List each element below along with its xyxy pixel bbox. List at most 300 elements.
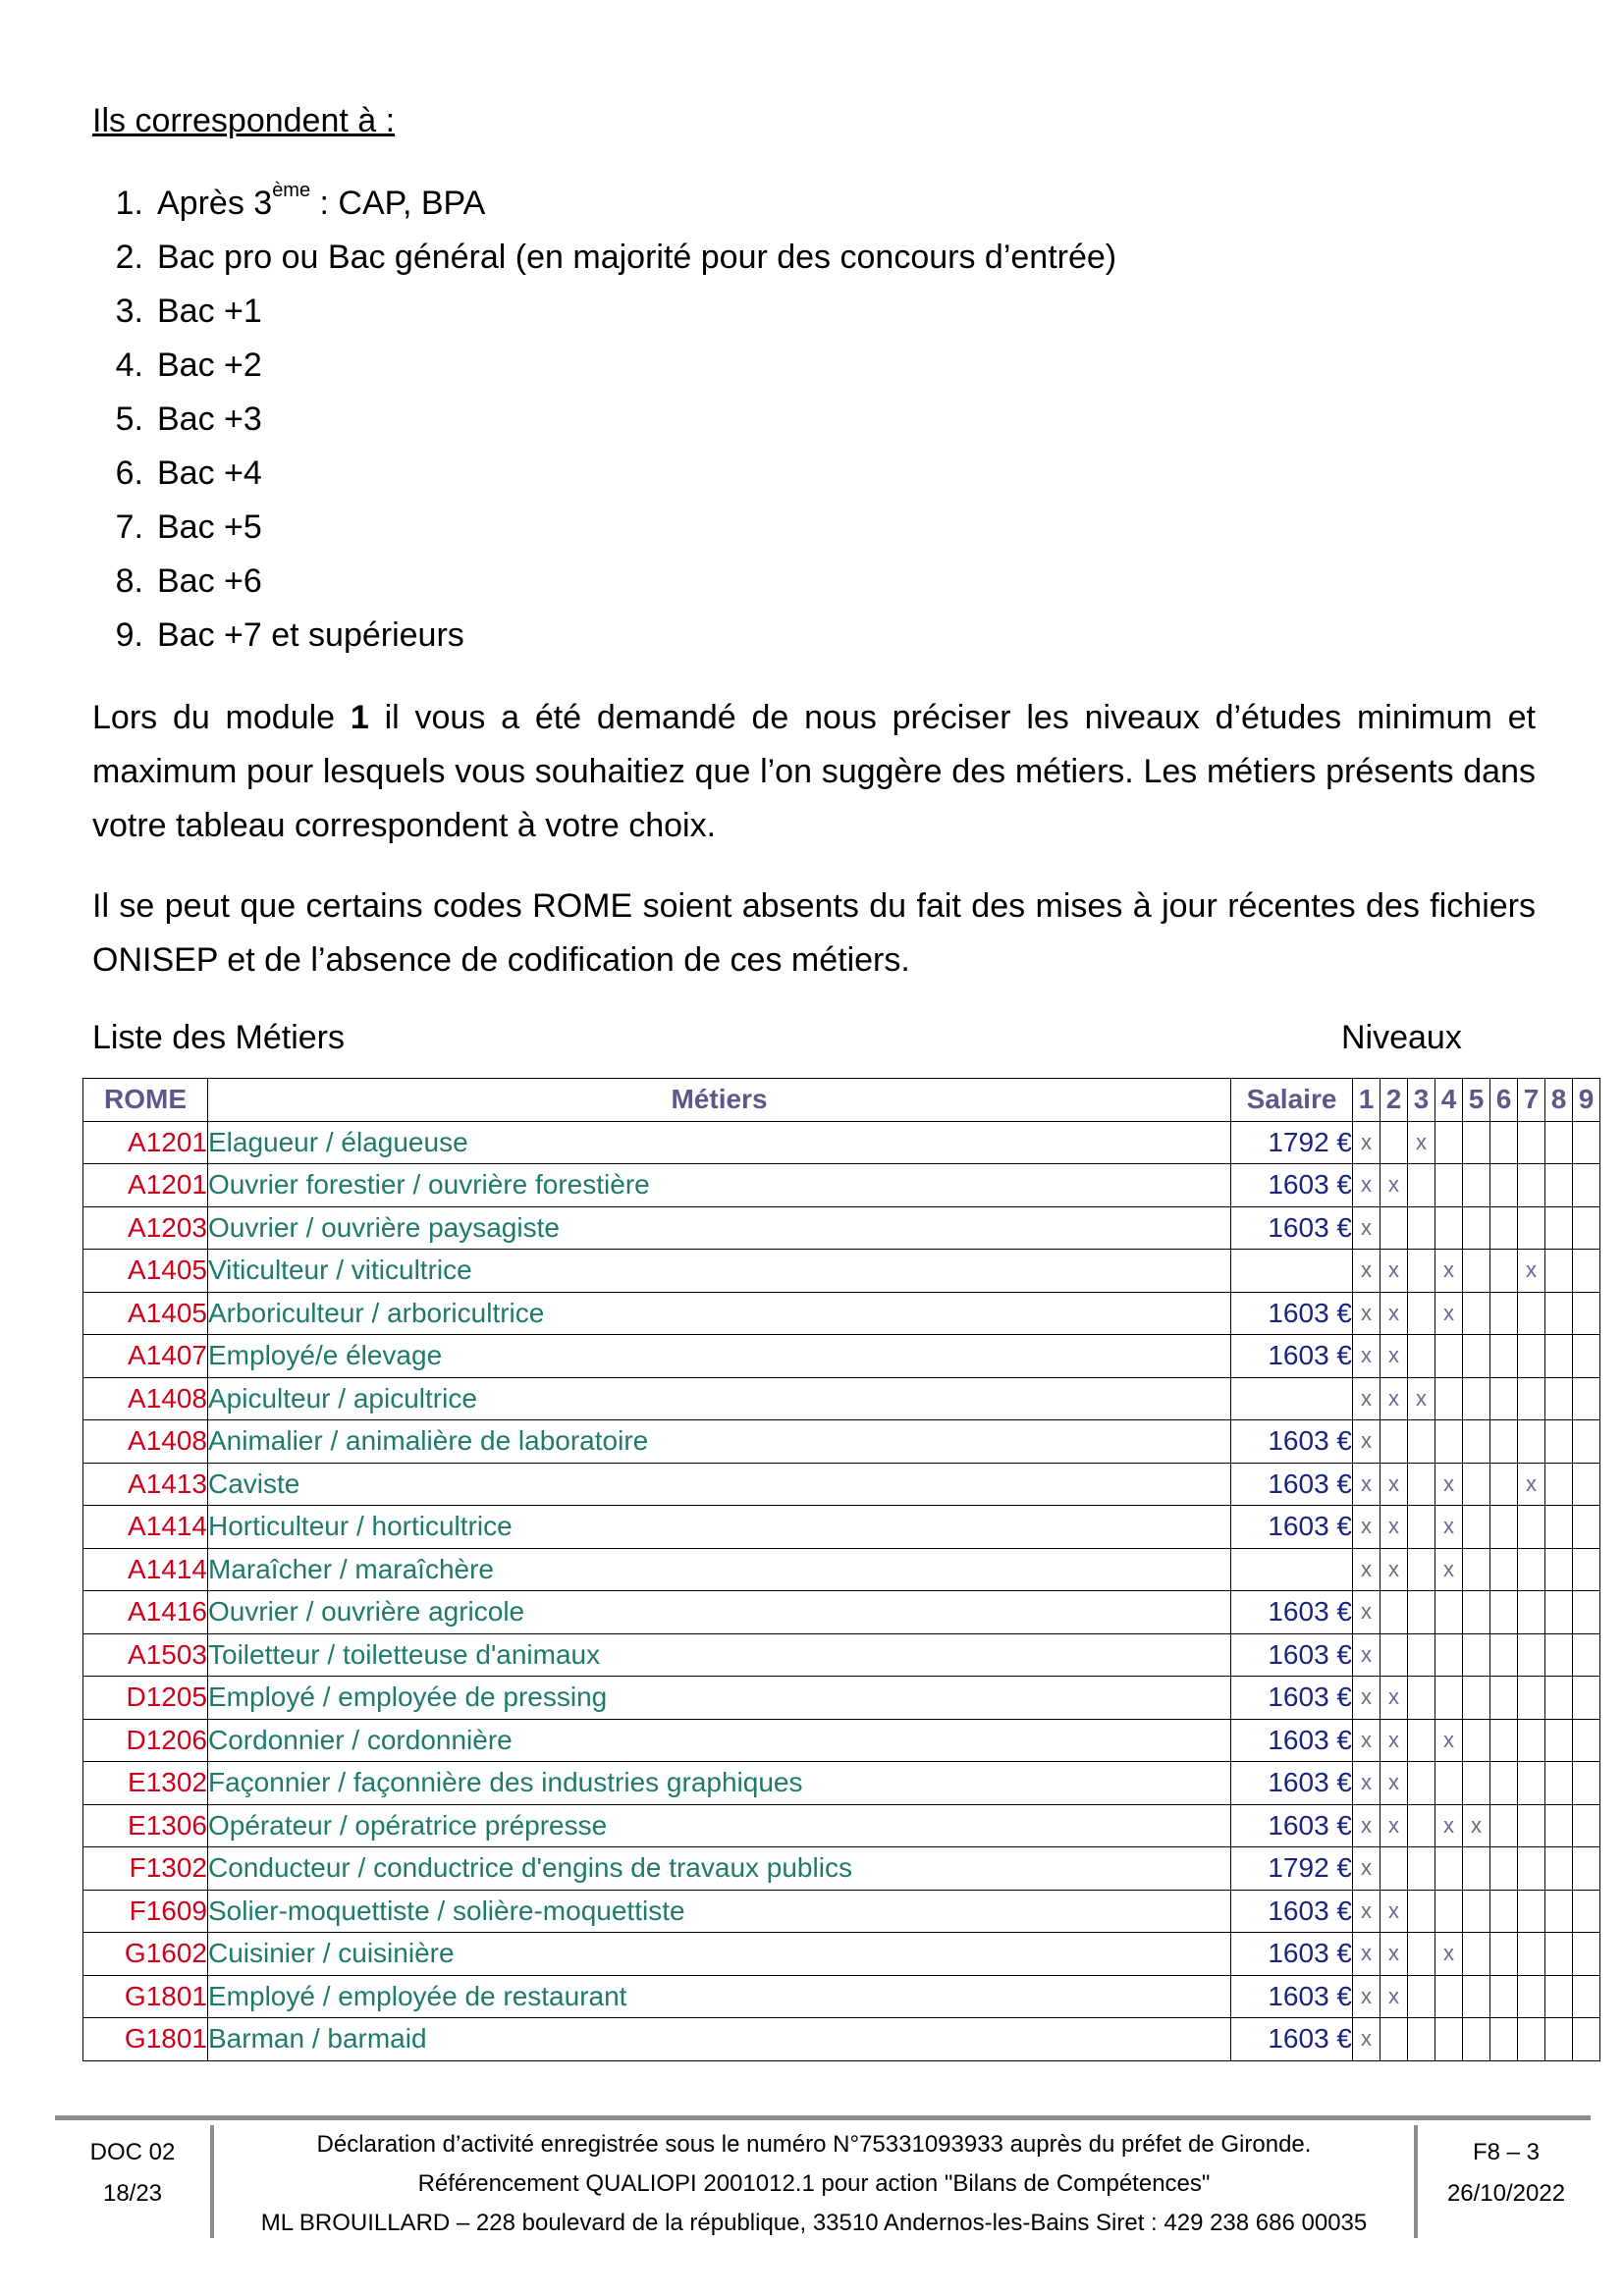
level-mark: x	[1353, 1591, 1380, 1634]
level-mark: x	[1353, 1890, 1380, 1933]
level-mark	[1573, 1463, 1600, 1506]
level-mark	[1408, 1164, 1435, 1207]
level-mark: x	[1463, 1804, 1490, 1847]
level-mark	[1573, 1591, 1600, 1634]
level-mark	[1408, 1420, 1435, 1464]
level-mark	[1463, 1677, 1490, 1720]
metier-name: Ouvrier / ouvrière paysagiste	[208, 1206, 1231, 1250]
level-mark	[1463, 1292, 1490, 1335]
level-mark	[1545, 1250, 1573, 1293]
level-mark	[1380, 1591, 1408, 1634]
level-mark: x	[1380, 1975, 1408, 2018]
metier-name: Opérateur / opératrice prépresse	[208, 1804, 1231, 1847]
level-mark: x	[1435, 1250, 1463, 1293]
level-mark	[1435, 1847, 1463, 1891]
salary: 1603 €	[1231, 2018, 1353, 2061]
level-mark	[1545, 1121, 1573, 1164]
level-mark	[1490, 1762, 1518, 1805]
level-mark	[1518, 1890, 1545, 1933]
level-mark	[1463, 1975, 1490, 2018]
level-mark	[1573, 1121, 1600, 1164]
salary: 1603 €	[1231, 1677, 1353, 1720]
level-mark	[1408, 1719, 1435, 1762]
salary: 1603 €	[1231, 1762, 1353, 1805]
level-item: 7. Bac +5	[115, 508, 262, 546]
level-mark: x	[1353, 1933, 1380, 1976]
level-mark	[1573, 1506, 1600, 1549]
level-mark	[1518, 1164, 1545, 1207]
level-mark	[1408, 1591, 1435, 1634]
footer-date: 26/10/2022	[1446, 2180, 1566, 2207]
footer-divider	[55, 2115, 1591, 2120]
level-mark: x	[1353, 1975, 1380, 2018]
level-mark	[1463, 1933, 1490, 1976]
rome-code: G1801	[83, 2018, 208, 2061]
level-mark: x	[1435, 1463, 1463, 1506]
level-mark	[1518, 1633, 1545, 1677]
rome-code: A1413	[83, 1463, 208, 1506]
table-row	[83, 1377, 1600, 1420]
rome-code: A1407	[83, 1335, 208, 1378]
level-mark	[1545, 1762, 1573, 1805]
rome-code: D1206	[83, 1719, 208, 1762]
level-mark	[1490, 1164, 1518, 1207]
level-mark: x	[1380, 1463, 1408, 1506]
level-mark	[1573, 1933, 1600, 1976]
metier-name: Employé / employée de pressing	[208, 1677, 1231, 1720]
table-row	[83, 1335, 1600, 1378]
salary: 1603 €	[1231, 1292, 1353, 1335]
level-mark	[1573, 1164, 1600, 1207]
metier-name: Ouvrier forestier / ouvrière forestière	[208, 1164, 1231, 1207]
table-row	[83, 1292, 1600, 1335]
level-mark	[1463, 1591, 1490, 1634]
level-mark: x	[1353, 1463, 1380, 1506]
level-mark: x	[1435, 1933, 1463, 1976]
level-mark	[1435, 1975, 1463, 2018]
table-row	[83, 1677, 1600, 1720]
level-mark	[1545, 1890, 1573, 1933]
level-mark	[1490, 1548, 1518, 1591]
level-mark	[1435, 1164, 1463, 1207]
level-mark	[1545, 1164, 1573, 1207]
level-mark	[1490, 1463, 1518, 1506]
level-mark	[1545, 1292, 1573, 1335]
level-mark: x	[1353, 1719, 1380, 1762]
level-mark	[1463, 1633, 1490, 1677]
metier-name: Viticulteur / viticultrice	[208, 1250, 1231, 1293]
level-mark	[1380, 2018, 1408, 2061]
table-row	[83, 1719, 1600, 1762]
level-mark	[1518, 1335, 1545, 1378]
level-mark	[1463, 1335, 1490, 1378]
level-item: 6. Bac +4	[115, 454, 262, 492]
metier-name: Employé / employée de restaurant	[208, 1975, 1231, 2018]
salary: 1603 €	[1231, 1975, 1353, 2018]
table-row	[83, 1164, 1600, 1207]
level-mark	[1518, 1719, 1545, 1762]
level-mark	[1380, 1847, 1408, 1891]
rome-code: G1602	[83, 1933, 208, 1976]
level-mark	[1518, 2018, 1545, 2061]
metier-name: Cuisinier / cuisinière	[208, 1933, 1231, 1976]
footer-page: 18/23	[102, 2180, 163, 2207]
level-mark	[1545, 1206, 1573, 1250]
level-mark	[1573, 1292, 1600, 1335]
table-row	[83, 1804, 1600, 1847]
level-mark: x	[1353, 1164, 1380, 1207]
level-mark: x	[1380, 1377, 1408, 1420]
level-mark	[1490, 1933, 1518, 1976]
level-mark: x	[1353, 1762, 1380, 1805]
level-mark: x	[1353, 1377, 1380, 1420]
level-mark	[1490, 1890, 1518, 1933]
level-mark	[1490, 1804, 1518, 1847]
level-mark: x	[1353, 1633, 1380, 1677]
level-mark	[1408, 2018, 1435, 2061]
level-item: 8. Bac +6	[115, 562, 262, 600]
rome-code: A1503	[83, 1633, 208, 1677]
level-mark	[1545, 1506, 1573, 1549]
level-mark	[1545, 1377, 1573, 1420]
rome-code: F1302	[83, 1847, 208, 1891]
level-mark: x	[1408, 1377, 1435, 1420]
level-mark	[1545, 1548, 1573, 1591]
salary: 1603 €	[1231, 1804, 1353, 1847]
table-body	[83, 1121, 1600, 2060]
rome-code: E1306	[83, 1804, 208, 1847]
level-mark	[1573, 1633, 1600, 1677]
header-level: 9	[1573, 1079, 1600, 1122]
footer-ref: F8 – 3	[1472, 2139, 1541, 2165]
rome-code: A1414	[83, 1506, 208, 1549]
table-row	[83, 2018, 1600, 2061]
rome-code: A1405	[83, 1292, 208, 1335]
metier-name: Animalier / animalière de laboratoire	[208, 1420, 1231, 1464]
header-level: 6	[1490, 1079, 1518, 1122]
metier-name: Barman / barmaid	[208, 2018, 1231, 2061]
rome-code: D1205	[83, 1677, 208, 1720]
level-mark: x	[1380, 1292, 1408, 1335]
level-mark	[1573, 1377, 1600, 1420]
level-mark	[1490, 1292, 1518, 1335]
level-mark	[1380, 1121, 1408, 1164]
table-row	[83, 1548, 1600, 1591]
level-mark: x	[1380, 1719, 1408, 1762]
salary: 1792 €	[1231, 1121, 1353, 1164]
level-mark	[1408, 1847, 1435, 1891]
level-mark	[1573, 1548, 1600, 1591]
footer-line2: Référencement QUALIOPI 2001012.1 pour action "Bilans de Compétences"	[417, 2170, 1211, 2197]
level-mark: x	[1435, 1548, 1463, 1591]
level-mark	[1408, 1292, 1435, 1335]
table-row	[83, 1975, 1600, 2018]
level-mark: x	[1518, 1463, 1545, 1506]
level-mark: x	[1380, 1250, 1408, 1293]
level-mark: x	[1353, 1804, 1380, 1847]
level-mark	[1435, 1206, 1463, 1250]
level-mark	[1435, 2018, 1463, 2061]
level-mark	[1545, 1463, 1573, 1506]
level-mark: x	[1353, 2018, 1380, 2061]
level-mark	[1463, 1377, 1490, 1420]
salary: 1603 €	[1231, 1933, 1353, 1976]
level-mark	[1435, 1591, 1463, 1634]
table-row	[83, 1250, 1600, 1293]
level-mark	[1545, 1719, 1573, 1762]
level-mark	[1380, 1420, 1408, 1464]
level-mark: x	[1353, 1420, 1380, 1464]
level-mark: x	[1380, 1506, 1408, 1549]
level-mark	[1463, 1506, 1490, 1549]
header-rome: ROME	[83, 1079, 208, 1122]
level-mark: x	[1353, 1335, 1380, 1378]
level-mark: x	[1353, 1121, 1380, 1164]
level-mark: x	[1380, 1933, 1408, 1976]
salary	[1231, 1250, 1353, 1293]
footer-line1: Déclaration d’activité enregistrée sous le numéro N°75331093933 auprès du préfet de Gironde.	[316, 2131, 1312, 2158]
level-mark: x	[1380, 1335, 1408, 1378]
level-mark	[1545, 1975, 1573, 2018]
level-mark	[1380, 1206, 1408, 1250]
rome-code: G1801	[83, 1975, 208, 2018]
level-mark: x	[1353, 1847, 1380, 1891]
level-mark: x	[1435, 1719, 1463, 1762]
rome-code: A1416	[83, 1591, 208, 1634]
level-mark: x	[1353, 1506, 1380, 1549]
level-mark: x	[1408, 1121, 1435, 1164]
level-mark	[1490, 1506, 1518, 1549]
level-mark	[1463, 1890, 1490, 1933]
level-mark: x	[1435, 1506, 1463, 1549]
level-mark: x	[1353, 1677, 1380, 1720]
level-mark	[1573, 1719, 1600, 1762]
table-row	[83, 1890, 1600, 1933]
level-mark	[1573, 1890, 1600, 1933]
level-mark	[1545, 2018, 1573, 2061]
level-mark	[1518, 1506, 1545, 1549]
level-mark	[1545, 1847, 1573, 1891]
metier-name: Solier-moquettiste / solière-moquettiste	[208, 1890, 1231, 1933]
level-mark	[1518, 1677, 1545, 1720]
level-mark	[1545, 1335, 1573, 1378]
table-row	[83, 1933, 1600, 1976]
level-mark: x	[1435, 1804, 1463, 1847]
level-mark	[1408, 1890, 1435, 1933]
rome-code: F1609	[83, 1890, 208, 1933]
rome-code: A1408	[83, 1420, 208, 1464]
level-mark	[1408, 1506, 1435, 1549]
level-mark	[1490, 1633, 1518, 1677]
level-mark: x	[1380, 1164, 1408, 1207]
table-header-row	[83, 1079, 1600, 1122]
level-mark	[1490, 1591, 1518, 1634]
level-mark	[1545, 1633, 1573, 1677]
level-item: 5. Bac +3	[115, 400, 262, 438]
salary: 1603 €	[1231, 1591, 1353, 1634]
table-row	[83, 1206, 1600, 1250]
level-mark	[1518, 1933, 1545, 1976]
level-mark	[1490, 1250, 1518, 1293]
level-mark	[1490, 1975, 1518, 2018]
salary: 1603 €	[1231, 1633, 1353, 1677]
level-mark: x	[1353, 1206, 1380, 1250]
metier-name: Cordonnier / cordonnière	[208, 1719, 1231, 1762]
metier-name: Maraîcher / maraîchère	[208, 1548, 1231, 1591]
rome-note-paragraph: Il se peut que certains codes ROME soient absents du fait des mises à jour récentes des fichiers ONISEP et de l’absence de codification de ces métiers.	[92, 887, 1536, 979]
level-mark	[1463, 2018, 1490, 2061]
level-mark: x	[1353, 1292, 1380, 1335]
footer-doc-info	[55, 2125, 214, 2238]
level-mark	[1463, 1847, 1490, 1891]
list-title: Liste des Métiers	[92, 1019, 345, 1056]
header-level: 3	[1408, 1079, 1435, 1122]
level-mark	[1380, 1633, 1408, 1677]
table-row	[83, 1121, 1600, 1164]
level-mark	[1490, 1719, 1518, 1762]
metier-name: Apiculteur / apicultrice	[208, 1377, 1231, 1420]
level-mark	[1408, 1463, 1435, 1506]
level-mark: x	[1380, 1804, 1408, 1847]
level-mark	[1490, 1121, 1518, 1164]
header-metiers: Métiers	[208, 1079, 1231, 1122]
level-mark	[1490, 1847, 1518, 1891]
header-level: 2	[1380, 1079, 1408, 1122]
level-mark	[1573, 1335, 1600, 1378]
level-mark	[1573, 1420, 1600, 1464]
level-mark	[1408, 1335, 1435, 1378]
table-row	[83, 1633, 1600, 1677]
rome-code: A1201	[83, 1121, 208, 1164]
level-mark: x	[1353, 1250, 1380, 1293]
footer-ref-info	[1414, 2125, 1595, 2238]
salary: 1603 €	[1231, 1420, 1353, 1464]
level-mark	[1573, 1677, 1600, 1720]
level-mark	[1573, 2018, 1600, 2061]
level-mark	[1573, 1975, 1600, 2018]
table-row	[83, 1591, 1600, 1634]
level-mark	[1435, 1890, 1463, 1933]
level-mark	[1518, 1591, 1545, 1634]
header-level: 8	[1545, 1079, 1573, 1122]
header-level: 1	[1353, 1079, 1380, 1122]
rome-code: A1405	[83, 1250, 208, 1293]
level-mark	[1545, 1420, 1573, 1464]
rome-code: A1201	[83, 1164, 208, 1207]
level-mark	[1435, 1633, 1463, 1677]
level-mark: x	[1380, 1677, 1408, 1720]
level-mark	[1408, 1206, 1435, 1250]
level-mark	[1408, 1975, 1435, 2018]
salary: 1603 €	[1231, 1164, 1353, 1207]
level-mark	[1463, 1762, 1490, 1805]
salary	[1231, 1548, 1353, 1591]
table-row	[83, 1762, 1600, 1805]
section-heading: Ils correspondent à :	[92, 102, 396, 139]
metier-name: Elagueur / élagueuse	[208, 1121, 1231, 1164]
header-level: 7	[1518, 1079, 1545, 1122]
table-row	[83, 1420, 1600, 1464]
rome-code: A1203	[83, 1206, 208, 1250]
level-mark	[1518, 1377, 1545, 1420]
level-mark: x	[1380, 1762, 1408, 1805]
level-mark	[1490, 2018, 1518, 2061]
level-mark	[1518, 1975, 1545, 2018]
metier-name: Arboriculteur / arboricultrice	[208, 1292, 1231, 1335]
salary: 1603 €	[1231, 1890, 1353, 1933]
metier-name: Ouvrier / ouvrière agricole	[208, 1591, 1231, 1634]
level-mark: x	[1435, 1292, 1463, 1335]
footer-legal	[214, 2125, 1414, 2243]
level-mark	[1545, 1591, 1573, 1634]
footer-doc: DOC 02	[89, 2139, 176, 2165]
level-item: 2. Bac pro ou Bac général (en majorité pour des concours d’entrée)	[115, 239, 1117, 276]
level-mark	[1408, 1804, 1435, 1847]
level-mark	[1463, 1463, 1490, 1506]
level-mark	[1490, 1677, 1518, 1720]
module-paragraph: Lors du module 1 il vous a été demandé de nous préciser les niveaux d’études minimum et maximum pour lesquels vous souhaitiez que l’on suggère des métiers. Les métiers présents dans votre tableau correspondent à votre choix.	[92, 699, 1536, 844]
table-row	[83, 1847, 1600, 1891]
level-mark	[1435, 1420, 1463, 1464]
level-mark: x	[1518, 1250, 1545, 1293]
rome-code: A1414	[83, 1548, 208, 1591]
level-mark	[1490, 1335, 1518, 1378]
level-mark	[1408, 1933, 1435, 1976]
education-levels-list	[92, 177, 1116, 663]
level-mark	[1573, 1804, 1600, 1847]
level-mark	[1463, 1420, 1490, 1464]
level-mark	[1435, 1121, 1463, 1164]
level-mark	[1518, 1548, 1545, 1591]
table-row	[83, 1506, 1600, 1549]
level-mark	[1518, 1292, 1545, 1335]
level-mark	[1463, 1164, 1490, 1207]
level-mark	[1573, 1250, 1600, 1293]
header-salaire: Salaire	[1231, 1079, 1353, 1122]
level-mark	[1490, 1420, 1518, 1464]
metier-name: Toiletteur / toiletteuse d'animaux	[208, 1633, 1231, 1677]
salary: 1603 €	[1231, 1335, 1353, 1378]
level-mark	[1518, 1804, 1545, 1847]
salary: 1603 €	[1231, 1719, 1353, 1762]
level-mark	[1435, 1377, 1463, 1420]
level-item: 3. Bac +1	[115, 293, 262, 330]
salary: 1792 €	[1231, 1847, 1353, 1891]
metier-name: Conducteur / conductrice d'engins de travaux publics	[208, 1847, 1231, 1891]
level-mark	[1518, 1847, 1545, 1891]
level-item: 9. Bac +7 et supérieurs	[115, 616, 464, 654]
salary: 1603 €	[1231, 1206, 1353, 1250]
level-mark: x	[1380, 1890, 1408, 1933]
level-mark: x	[1353, 1548, 1380, 1591]
niveaux-title: Niveaux	[1341, 1019, 1462, 1056]
level-mark	[1518, 1121, 1545, 1164]
level-mark	[1573, 1762, 1600, 1805]
level-mark	[1518, 1420, 1545, 1464]
level-mark	[1435, 1762, 1463, 1805]
level-mark	[1408, 1548, 1435, 1591]
level-mark	[1408, 1762, 1435, 1805]
level-mark	[1408, 1633, 1435, 1677]
level-mark	[1463, 1719, 1490, 1762]
table-row	[83, 1463, 1600, 1506]
header-level: 5	[1463, 1079, 1490, 1122]
metier-name: Caviste	[208, 1463, 1231, 1506]
level-mark	[1518, 1206, 1545, 1250]
level-mark	[1545, 1677, 1573, 1720]
level-mark	[1573, 1847, 1600, 1891]
salary	[1231, 1377, 1353, 1420]
